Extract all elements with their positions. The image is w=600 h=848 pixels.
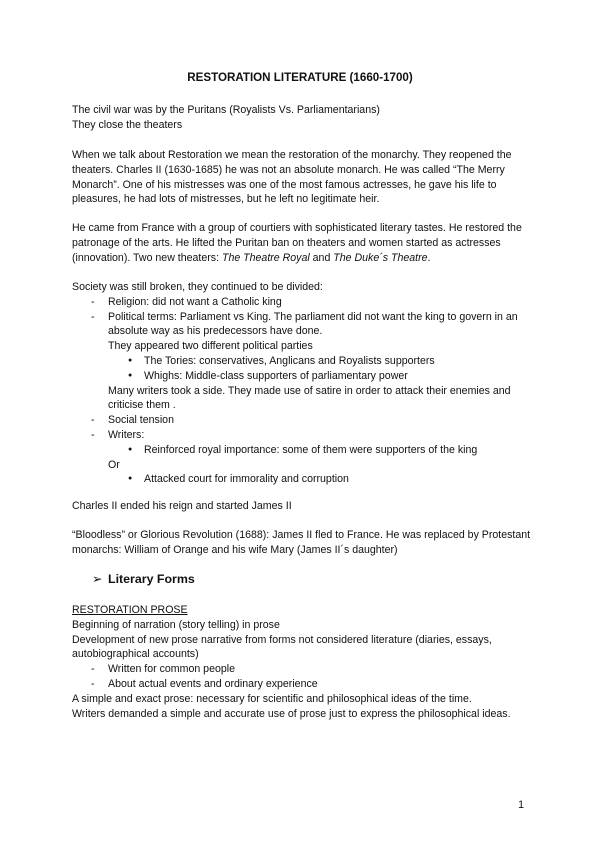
prose-line: A simple and exact prose: necessary for scientific and philosophical ideas of the time. bbox=[72, 692, 472, 705]
society-lead: Society was still broken, they continued to be divided: bbox=[72, 281, 323, 293]
intro-line: The civil war was by the Puritans (Royalists Vs. Parliamentarians) bbox=[72, 104, 380, 116]
society-list bbox=[72, 295, 532, 339]
prose-list bbox=[72, 662, 532, 692]
society-block bbox=[72, 280, 532, 487]
intro-block bbox=[72, 103, 532, 133]
writers-list-2 bbox=[72, 472, 532, 487]
prose-line: Beginning of narration (story telling) in prose bbox=[72, 618, 280, 631]
page-title: RESTORATION LITERATURE (1660-1700) bbox=[187, 71, 413, 84]
list-item-whighs: ● Whighs: Middle-class supporters of parliamentary power bbox=[108, 369, 532, 384]
section-heading-text: Literary Forms bbox=[108, 572, 195, 586]
glorious-text: “Bloodless” or Glorious Revolution (1688): James II fled to France. He was replaced by Protestant monarchs: William of Orange and his wife Mary (James II´s daughter) bbox=[72, 529, 531, 556]
prose-line: Writers demanded a simple and accurate use of prose just to express the philosophical ideas. bbox=[72, 707, 511, 720]
list-item-political bbox=[72, 310, 532, 340]
satire-text: Many writers took a side. They made use of satire in order to attack their enemies and criticise them . bbox=[108, 384, 511, 412]
section-heading bbox=[92, 572, 195, 587]
list-item-attacked: ● Attacked court for immorality and corruption bbox=[108, 472, 532, 487]
list-item-reinforced: ● Reinforced royal importance: some of them were supporters of the king bbox=[108, 443, 532, 458]
list-item-religion: - Religion: did not want a Catholic king bbox=[72, 295, 532, 310]
page-number: 1 bbox=[518, 799, 524, 811]
writers-list bbox=[72, 443, 532, 458]
prose-block bbox=[72, 603, 532, 721]
list-item-actual-events: - About actual events and ordinary experience bbox=[72, 677, 532, 692]
list-item-writers: - Writers: bbox=[72, 428, 532, 443]
political-text: Political terms: Parliament vs King. The parliament did not want the king to govern in an absolute way as his predecessors have done. bbox=[108, 310, 518, 338]
charles-ended-block bbox=[72, 499, 532, 514]
paragraph-text-main: He came from France with a group of courtiers with sophisticated literary tastes. He restored the patronage of the arts. He lifted the Puritan ban on theaters and women started as actresses (innovation). Two new theaters: bbox=[72, 222, 522, 264]
list-item-social: - Social tension bbox=[72, 413, 532, 428]
list-item-common-people: - Written for common people bbox=[72, 662, 532, 677]
glorious-block bbox=[72, 528, 532, 558]
arrow-icon: ➢ bbox=[92, 572, 103, 586]
dukes-theatre: The Duke´s Theatre bbox=[333, 251, 428, 264]
prose-line: Development of new prose narrative from forms not considered literature (diaries, essays, autobiographical accounts) bbox=[72, 633, 492, 661]
parties-list bbox=[72, 354, 532, 384]
paragraph-and: and bbox=[309, 251, 334, 264]
charles-ended-text: Charles II ended his reign and started James II bbox=[72, 500, 292, 512]
list-item-tories: ● The Tories: conservatives, Anglicans and Royalists supporters bbox=[108, 354, 532, 369]
paragraph-end: . bbox=[427, 251, 431, 264]
paragraph-text bbox=[72, 221, 532, 265]
paragraph-text: When we talk about Restoration we mean the restoration of the monarchy. They reopened the theaters. Charles II (1630-1685) he was not an absolute monarch. He was called “The Merry Monarch”. One of his mistresses was one of the most famous actresses, he gave his life to pleasures, he had lots of mistresses, but he left no legitimate heir. bbox=[72, 149, 512, 206]
theatre-royal: The Theatre Royal bbox=[221, 251, 310, 264]
intro-line: They close the theaters bbox=[72, 118, 183, 131]
paragraph-restoration bbox=[72, 148, 532, 207]
parties-intro: They appeared two different political parties bbox=[108, 340, 313, 353]
prose-heading: RESTORATION PROSE bbox=[72, 604, 188, 616]
or-text: Or bbox=[108, 458, 120, 471]
society-list-2 bbox=[72, 413, 532, 443]
paragraph-france bbox=[72, 221, 532, 265]
